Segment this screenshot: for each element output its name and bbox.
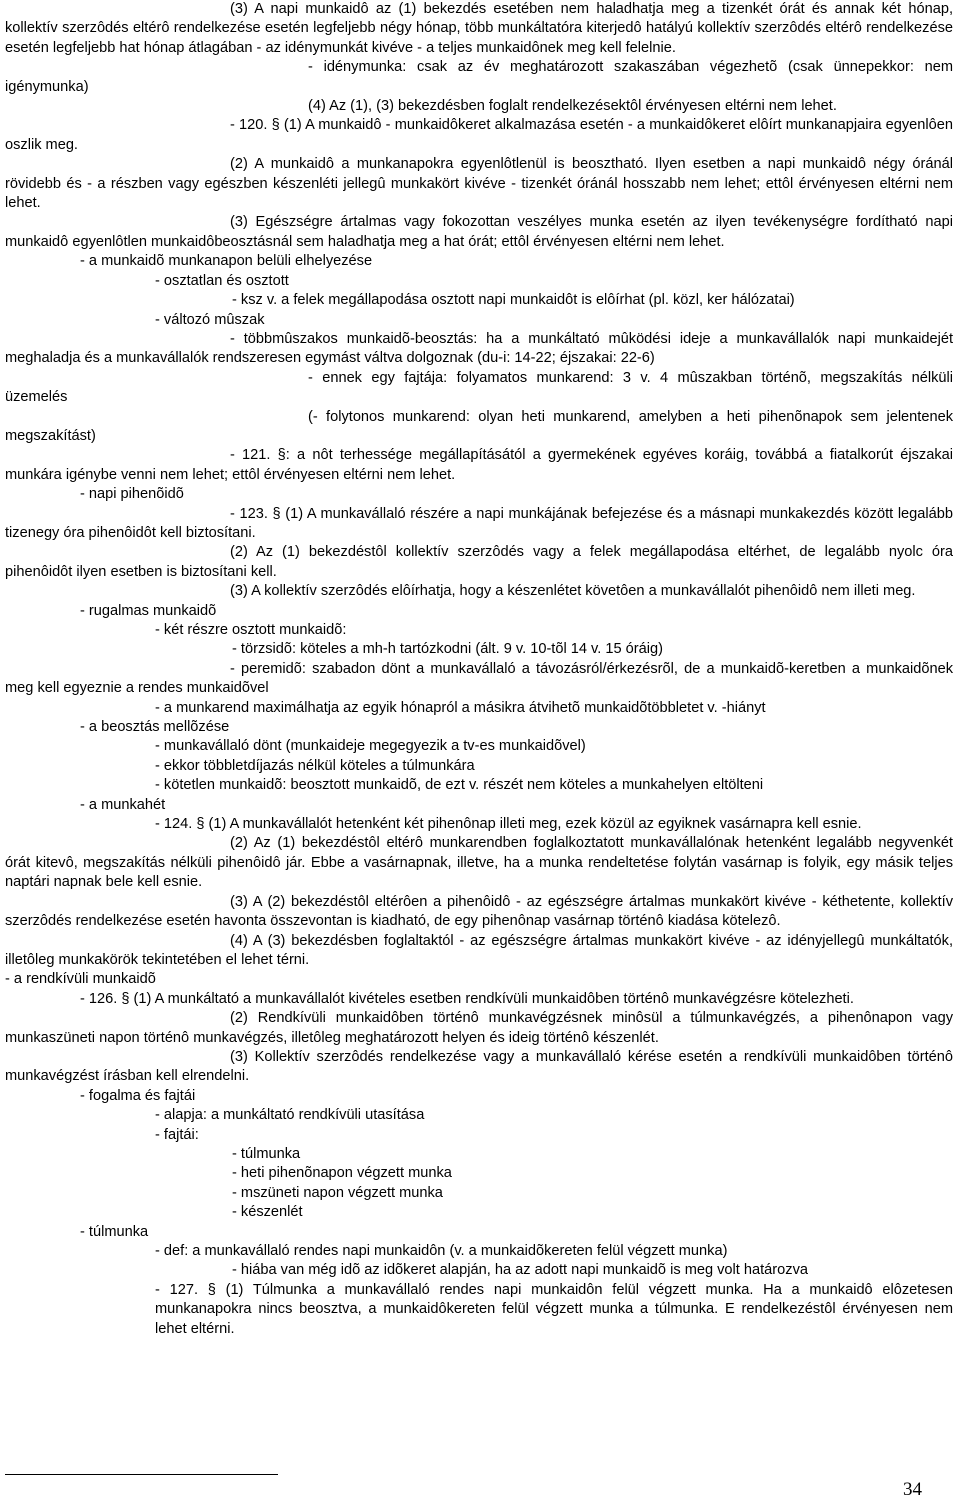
paragraph: (3) Kollektív szerzôdés rendelkezése vagy a munkavállaló kérése esetén a rendkívüli munkaidôben történô munkavégzést írásban kell elrendelni. xyxy=(5,1048,953,1085)
paragraph: - kötetlen munkaidõ: beosztott munkaidõ, de ezt v. részét nem köteles a munkahelyen eltölteni xyxy=(155,777,764,794)
paragraph: - idénymunka: csak az év meghatározott szakaszában végezhetõ (csak ünnepekkor: nem igénymunka) xyxy=(5,59,953,95)
paragraph: - a rendkívüli munkaidõ xyxy=(5,971,156,988)
paragraph: - ksz v. a felek megállapodása osztott napi munkaidôt is elôírhat (pl. közl, ker hálózatai) xyxy=(232,292,795,309)
paragraph: (3) A kollektív szerzôdés elôírhatja, hogy a készenlétet követôen a munkavállalót pihenôidô nem illeti meg. xyxy=(230,583,916,600)
paragraph: (2) Az (1) bekezdéstôl kollektív szerzôdés vagy a felek megállapodása eltérhet, de legalább nyolc óra pihenôidôt ilyen esetben is biztosítani kell. xyxy=(5,544,953,580)
paragraph: (4) Az (1), (3) bekezdésben foglalt rendelkezésektôl érvényesen eltérni nem lehet. xyxy=(308,98,837,115)
paragraph: - 123. § (1) A munkavállaló részére a napi munkájának befejezése és a másnapi munkakezdés között legalább tizenegy óra pihenôidôt kell biztosítani. xyxy=(5,505,953,541)
paragraph: - heti pihenõnapon végzett munka xyxy=(232,1165,452,1182)
paragraph: (- folytonos munkarend: olyan heti munkarend, amelyben a heti pihenõnapok sem jelentenek megszakítást) xyxy=(5,408,953,444)
paragraph: - fogalma és fajtái xyxy=(80,1087,196,1104)
paragraph: - ennek egy fajtája: folyamatos munkarend: 3 v. 4 mûszakban történõ, megszakítás nélküli üzemelés xyxy=(5,369,953,406)
paragraph: - készenlét xyxy=(232,1204,303,1221)
paragraph: (2) Rendkívüli munkaidôben történô munkavégzésnek minôsül a túlmunkavégzés, a pihenônapon vagy munkaszüneti napon történô munkavégzés, illetôleg meghatározott helyen és ideig történô készenlét. xyxy=(5,1010,953,1046)
paragraph: - peremidõ: szabadon dönt a munkavállaló a távozásról/érkezésrõl, de a munkaidõ-keretben a munkaidõnek meg kell egyeznie a rendes munkaidõvel xyxy=(5,660,953,697)
footnote-separator xyxy=(5,1474,278,1475)
paragraph: - hiába van még idõ az idõkeret alapján, ha az adott napi munkaidõ is meg volt határozva xyxy=(232,1262,808,1279)
paragraph: (2) Az (1) bekezdéstôl eltérô munkarendben foglalkoztatott munkavállalónak hetenként legalább negyvenkét órát kitevô, megszakítás nélküli pihenôidô jár. Ebbe a vasárnapnak, illetve, ha a munka rendeltetése folytán vasárnap is folyik, egy másik teljes naptári napnak bele kell esnie. xyxy=(5,835,953,891)
paragraph: - napi pihenõidõ xyxy=(80,486,184,503)
document-body xyxy=(5,0,953,1339)
paragraph: - munkavállaló dönt (munkaideje megegyezik a tv-es munkaidõvel) xyxy=(155,738,586,755)
paragraph: (3) A (2) bekezdéstôl eltérôen a pihenôidô - az egészségre ártalmas munkakört kivéve - kéthetente, kollektív szerzôdés rendelkezése esetén havonta összevontan is kiadható, de egy pihenônap vasárnap történô kiadása kötelezô. xyxy=(5,893,953,930)
paragraph: (3) Egészségre ártalmas vagy fokozottan veszélyes munka esetén az ilyen tevékenységre fordítható napi munkaidô egyenlôtlen munkaidôbeosztásnál sem haladhatja meg a hat órát; ettôl érvényesen eltérni nem lehet. xyxy=(5,214,953,250)
paragraph: - a beosztás mellõzése xyxy=(80,719,230,736)
paragraph: - alapja: a munkáltató rendkívüli utasítása xyxy=(155,1107,425,1124)
paragraph: - túlmunka xyxy=(232,1145,301,1162)
paragraph: - 120. § (1) A munkaidô - munkaidôkeret alkalmazása esetén - a munkaidôkeret elôírt munkanapjaira egyenlôen oszlik meg. xyxy=(5,117,953,153)
paragraph: - 124. § (1) A munkavállalót hetenként két pihenônap illeti meg, ezek közül az egyiknek vasárnapra kell esnie. xyxy=(155,816,862,833)
paragraph: - törzsidõ: köteles a mh-h tartózkodni (ált. 9 v. 10-tõl 14 v. 15 óráig) xyxy=(232,641,663,658)
page-number: 34 xyxy=(903,1479,922,1500)
paragraph: - 121. §: a nôt terhessége megállapításától a gyermekének egyéves koráig, továbbá a fiatalkorút éjszakai munkára igénybe venni nem lehet; ettôl érvényesen eltérni nem lehet. xyxy=(5,447,953,483)
paragraph: - 127. § (1) Túlmunka a munkavállaló rendes napi munkaidôn felül végzett munka. Ha a munkaidô elôzetesen munkanapokra nincs beosztva, a munkaidôkereten felül végzett munka a túlmunka. E rendelkezéstôl érvényesen nem lehet eltérni. xyxy=(155,1281,953,1337)
paragraph: - a munkaidõ munkanapon belüli elhelyezése xyxy=(80,253,373,270)
paragraph: - osztatlan és osztott xyxy=(155,272,289,289)
paragraph: - fajtái: xyxy=(155,1126,199,1143)
paragraph: - mszüneti napon végzett munka xyxy=(232,1184,443,1201)
paragraph: (2) A munkaidô a munkanapokra egyenlôtlenül is beosztható. Ilyen esetben a napi munkaidô négy óránál rövidebb és - a részben vagy egészben készenléti jellegû munkakört kivéve - tizenkét óránál hosszabb nem lehet; ettôl érvényesen eltérni nem lehet. xyxy=(5,156,953,212)
paragraph: - ekkor többletdíjazás nélkül köteles a túlmunkára xyxy=(155,757,475,774)
paragraph: - def: a munkavállaló rendes napi munkaidôn (v. a munkaidõkereten felül végzett munka) xyxy=(155,1243,728,1259)
paragraph: - rugalmas munkaidõ xyxy=(80,602,217,619)
paragraph: - változó mûszak xyxy=(155,311,265,328)
paragraph: (3) A napi munkaidô az (1) bekezdés esetében nem haladhatja meg a tizenkét órát és annak két hónap, kollektív szerzôdés eltérô rendelkezése esetén legfeljebb négy hónap, több munkáltatóra kiterjedô hatályú kollektív szerzôdés eltérô rendelkezése esetén legfeljebb hat hónap átlagában - az idénymunkát kivéve - a teljes munkaidônek meg kell felelnie. xyxy=(5,1,953,56)
paragraph: (4) A (3) bekezdésben foglaltaktól - az egészségre ártalmas munkakört kivéve - az idényjellegû munkáltatók, illetôleg munkakörök tekintetében el lehet térni. xyxy=(5,932,953,968)
paragraph: - két részre osztott munkaidõ: xyxy=(155,622,347,638)
paragraph: - 126. § (1) A munkáltató a munkavállalót kivételes esetben rendkívüli munkaidôben történô munkavégzésre kötelezheti. xyxy=(80,990,854,1007)
paragraph: - többmûszakos munkaidõ-beosztás: ha a munkáltató mûködési ideje a munkavállalók napi munkaidejét meghaladja és a munkavállalók rendszeresen egymást váltva dolgoznak (du-i: 14-22; éjszakai: 22-6) xyxy=(5,330,953,367)
paragraph: - a munkahét xyxy=(80,796,166,813)
paragraph: - túlmunka xyxy=(80,1223,149,1240)
paragraph: - a munkarend maximálhatja az egyik hónapról a másikra átvihetõ munkaidõtöbbletet v. -hiányt xyxy=(155,699,766,716)
